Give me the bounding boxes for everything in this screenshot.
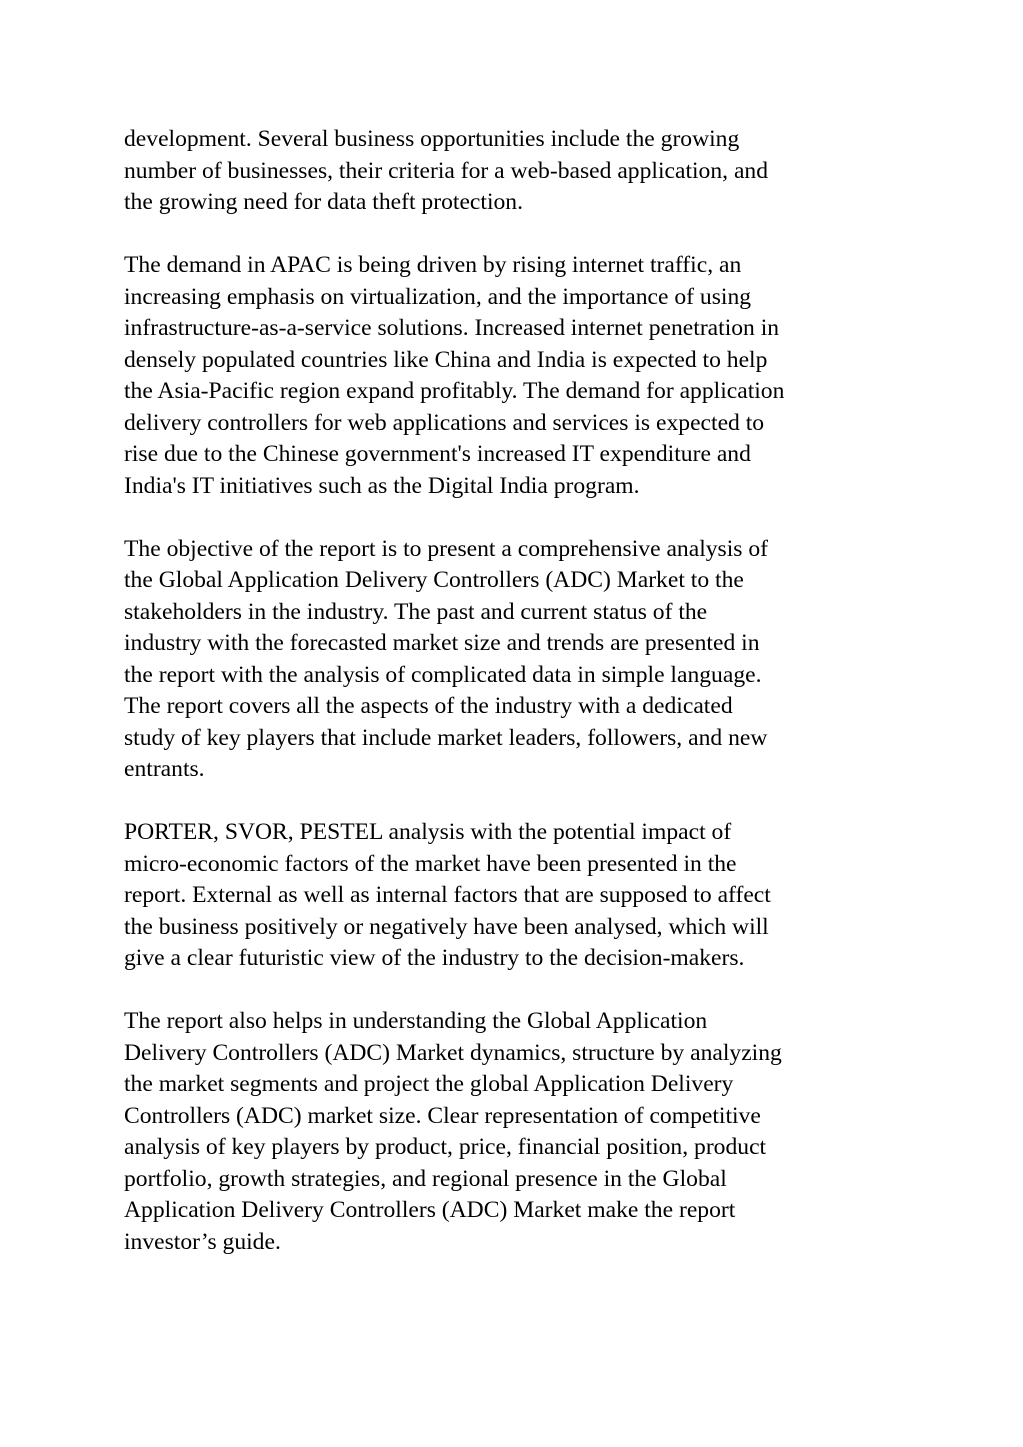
paragraph-business-opportunities bbox=[124, 124, 904, 219]
text-line: stakeholders in the industry. The past and current status of the bbox=[124, 598, 708, 625]
text-line: increasing emphasis on virtualization, and the importance of using bbox=[124, 283, 752, 310]
text-line: the business positively or negatively have been analysed, which will bbox=[124, 913, 769, 940]
text-line: portfolio, growth strategies, and regional presence in the Global bbox=[124, 1165, 727, 1192]
text-line: investor’s guide. bbox=[124, 1228, 281, 1255]
text-line: report. External as well as internal factors that are supposed to affect bbox=[124, 882, 771, 908]
text-line: the growing need for data theft protection. bbox=[124, 189, 523, 215]
text-line: Application Delivery Controllers (ADC) Market make the report bbox=[124, 1197, 736, 1223]
text-line: infrastructure-as-a-service solutions. Increased internet penetration in bbox=[124, 315, 780, 341]
paragraph-apac-demand bbox=[124, 250, 904, 502]
text-line: micro-economic factors of the market have been presented in the bbox=[124, 850, 737, 877]
text-line: study of key players that include market leaders, followers, and new bbox=[124, 724, 768, 751]
paragraph-porter-analysis bbox=[124, 817, 904, 975]
text-line: delivery controllers for web applications and services is expected to bbox=[124, 409, 765, 436]
text-line: entrants. bbox=[124, 756, 205, 782]
document-body bbox=[124, 124, 904, 1290]
text-line: the market segments and project the global Application Delivery bbox=[124, 1071, 734, 1097]
text-line: India's IT initiatives such as the Digital India program. bbox=[124, 472, 640, 499]
text-line: The report covers all the aspects of the industry with a dedicated bbox=[124, 693, 733, 719]
text-line: the report with the analysis of complicated data in simple language. bbox=[124, 661, 762, 688]
text-line: The objective of the report is to present a comprehensive analysis of bbox=[124, 535, 769, 562]
text-line: development. Several business opportunities include the growing bbox=[124, 126, 740, 152]
text-line: The report also helps in understanding the Global Application bbox=[124, 1008, 708, 1034]
text-line: give a clear futuristic view of the industry to the decision-makers. bbox=[124, 945, 745, 971]
text-line: the Asia-Pacific region expand profitably. The demand for application bbox=[124, 378, 785, 404]
text-line: The demand in APAC is being driven by rising internet traffic, an bbox=[124, 252, 742, 278]
text-line: Controllers (ADC) market size. Clear representation of competitive bbox=[124, 1102, 761, 1129]
text-line: PORTER, SVOR, PESTEL analysis with the potential impact of bbox=[124, 819, 732, 845]
text-line: Delivery Controllers (ADC) Market dynamics, structure by analyzing bbox=[124, 1039, 782, 1066]
text-line: densely populated countries like China and India is expected to help bbox=[124, 346, 768, 373]
text-line: analysis of key players by product, price, financial position, product bbox=[124, 1134, 767, 1160]
text-line: the Global Application Delivery Controllers (ADC) Market to the bbox=[124, 567, 744, 593]
text-line: industry with the forecasted market size and trends are presented in bbox=[124, 630, 760, 656]
text-line: number of businesses, their criteria for a web-based application, and bbox=[124, 157, 769, 184]
paragraph-market-dynamics bbox=[124, 1006, 904, 1258]
paragraph-report-objective bbox=[124, 534, 904, 786]
text-line: rise due to the Chinese government's increased IT expenditure and bbox=[124, 441, 751, 467]
